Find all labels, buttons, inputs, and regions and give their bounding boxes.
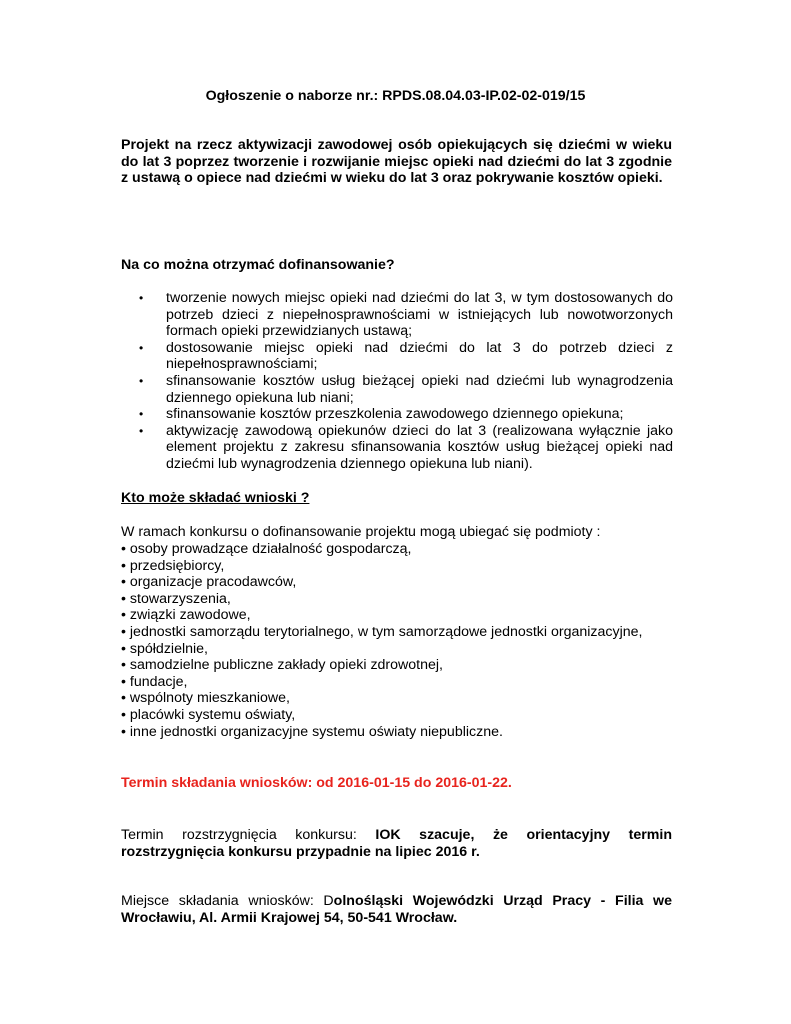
applicant-item: • przedsiębiorcy, bbox=[121, 557, 225, 574]
applicant-item: • fundacje, bbox=[121, 673, 188, 690]
submission-place-paragraph bbox=[121, 893, 672, 926]
applicant-item: • stowarzyszenia, bbox=[121, 590, 231, 607]
resolution-value: IOK szacuje, że orientacyjny termin rozstrzygnięcia konkursu przypadnie na lipiec 2016 r. bbox=[121, 827, 672, 860]
applicant-item: • samodzielne publiczne zakłady opieki zdrowotnej, bbox=[121, 657, 443, 674]
funding-item bbox=[121, 423, 673, 473]
bullet-icon: • bbox=[139, 423, 144, 438]
announcement-title: Ogłoszenie o naborze nr.: RPDS.08.04.03-IP.02-02-019/15 bbox=[205, 88, 586, 104]
funding-item-text: sfinansowanie kosztów przeszkolenia zawodowego dziennego opiekuna; bbox=[166, 406, 624, 423]
applicants-intro: W ramach konkursu o dofinansowanie projektu mogą ubiegać się podmioty : bbox=[121, 524, 601, 540]
applicants-heading: Kto może składać wnioski ? bbox=[121, 490, 310, 506]
applicants-list bbox=[121, 541, 642, 740]
applicant-item: • organizacje pracodawców, bbox=[121, 574, 297, 591]
applicant-item: • spółdzielnie, bbox=[121, 640, 208, 657]
applicant-item: • związki zawodowe, bbox=[121, 607, 251, 624]
resolution-label: Termin rozstrzygnięcia konkursu: bbox=[121, 827, 376, 843]
applicant-item: • osoby prowadzące działalność gospodarczą, bbox=[121, 541, 412, 557]
bullet-icon: • bbox=[139, 407, 144, 422]
funding-item bbox=[121, 290, 673, 340]
applicant-item: • placówki systemu oświaty, bbox=[121, 706, 296, 723]
funding-item-text: tworzenie nowych miejsc opieki nad dziećmi do lat 3, w tym dostosowanych do potrzeb dzieci z niepełnosprawnościami w istniejących lub nowotworzonych formach opieki przewidzianych ustawą; bbox=[166, 290, 673, 340]
funding-item-text: dostosowanie miejsc opieki nad dziećmi do lat 3 do potrzeb dzieci z niepełnosprawnościami; bbox=[166, 339, 673, 373]
project-description: Projekt na rzecz aktywizacji zawodowej osób opiekujących się dziećmi w wieku do lat 3 poprzez tworzenie i rozwijanie miejsc opieki nad dziećmi do lat 3 zgodnie z ustawą o opiece nad dziećmi w wieku do lat 3 oraz pokrywanie kosztów opieki. bbox=[121, 137, 672, 187]
funding-heading: Na co można otrzymać dofinansowanie? bbox=[121, 257, 395, 273]
funding-item-text: aktywizację zawodową opiekunów dzieci do lat 3 (realizowana wyłącznie jako element projektu z zakresu sfinansowania kosztów usług bieżącej opieki nad dziećmi lub wynagrodzenia dziennego opiekuna lub niani). bbox=[166, 422, 673, 472]
bullet-icon: • bbox=[139, 340, 144, 355]
funding-item bbox=[121, 340, 673, 373]
bullet-icon: • bbox=[139, 291, 144, 305]
funding-item bbox=[121, 373, 673, 406]
resolution-date-paragraph bbox=[121, 827, 672, 860]
submission-deadline: Termin składania wniosków: od 2016-01-15 do 2016-01-22. bbox=[121, 775, 512, 791]
funding-list bbox=[121, 290, 673, 473]
applicant-item: • inne jednostki organizacyjne systemu oświaty niepubliczne. bbox=[121, 723, 503, 740]
submission-place-label: Miejsce składania wniosków: D bbox=[121, 893, 334, 909]
submission-place-value: olnośląski Wojewódzki Urząd Pracy - Filia we Wrocławiu, Al. Armii Krajowej 54, 50-541 Wrocław. bbox=[121, 893, 672, 926]
applicant-item: • jednostki samorządu terytorialnego, w tym samorządowe jednostki organizacyjne, bbox=[121, 623, 643, 640]
funding-item bbox=[121, 406, 673, 423]
applicant-item: • wspólnoty mieszkaniowe, bbox=[121, 690, 290, 707]
funding-item-text: sfinansowanie kosztów usług bieżącej opieki nad dziećmi lub wynagrodzenia dziennego opiekuna lub niani; bbox=[166, 372, 673, 406]
bullet-icon: • bbox=[139, 373, 144, 388]
